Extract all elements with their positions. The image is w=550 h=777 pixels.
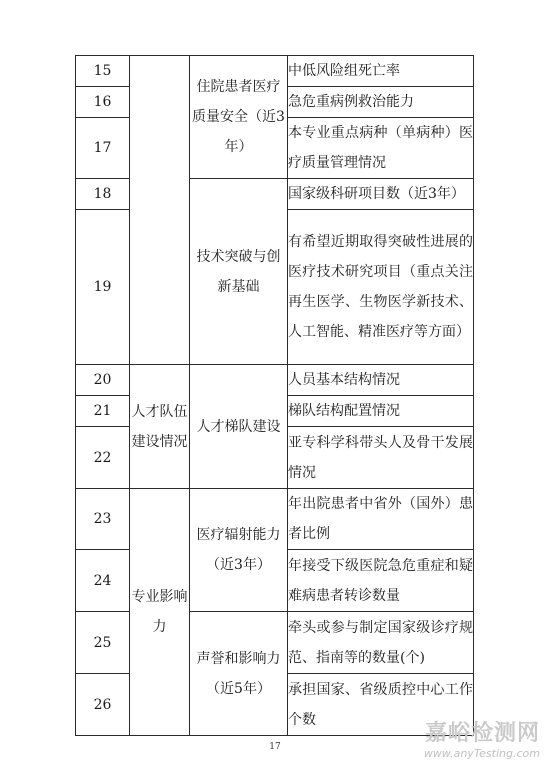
row-number: 18 <box>76 179 130 210</box>
table-row <box>76 365 474 396</box>
indicator-item: 有希望近期取得突破性进展的医疗技术研究项目（重点关注再生医学、生物医学新技术、人工智能、精准医疗等方面） <box>288 210 474 365</box>
subcategory-reputation: 声誉和影响力（近5年） <box>190 612 288 736</box>
indicator-item: 梯队结构配置情况 <box>288 396 474 427</box>
row-number: 21 <box>76 396 130 427</box>
row-number: 15 <box>76 56 130 87</box>
row-number: 23 <box>76 489 130 550</box>
subcategory-talent-echelon: 人才梯队建设 <box>190 365 288 489</box>
row-number: 26 <box>76 674 130 736</box>
table-row <box>76 56 474 87</box>
indicator-item: 中低风险组死亡率 <box>288 56 474 87</box>
category-professional-influence: 专业影响力 <box>130 489 190 736</box>
category-talent-team: 人才队伍建设情况 <box>130 365 190 489</box>
subcategory-tech-breakthrough: 技术突破与创新基础 <box>190 179 288 365</box>
watermark-en: www.anyTesting.com <box>423 747 540 760</box>
category-cell-empty <box>130 56 190 365</box>
indicator-item: 承担国家、省级质控中心工作个数 <box>288 674 474 736</box>
row-number: 17 <box>76 118 130 179</box>
indicator-item: 牵头或参与制定国家级诊疗规范、指南等的数量(个) <box>288 612 474 674</box>
page-number: 17 <box>269 742 281 752</box>
indicator-item: 亚专科学科带头人及骨干发展情况 <box>288 427 474 489</box>
indicator-item: 年出院患者中省外（国外）患者比例 <box>288 489 474 550</box>
indicator-item: 国家级科研项目数（近3年） <box>288 179 474 210</box>
evaluation-indicator-table <box>75 55 474 736</box>
indicator-item: 年接受下级医院急危重症和疑难病患者转诊数量 <box>288 550 474 612</box>
subcategory-radiation: 医疗辐射能力（近3年） <box>190 489 288 612</box>
subcategory-inpatient-quality: 住院患者医疗质量安全（近3年） <box>190 56 288 179</box>
indicator-item: 本专业重点病种（单病种）医疗质量管理情况 <box>288 118 474 179</box>
watermark-cn: 嘉峪检测网 <box>424 721 540 746</box>
row-number: 22 <box>76 427 130 489</box>
indicator-item: 急危重病例救治能力 <box>288 87 474 118</box>
row-number: 25 <box>76 612 130 674</box>
row-number: 19 <box>76 210 130 365</box>
row-number: 16 <box>76 87 130 118</box>
watermark <box>424 723 540 759</box>
table-row <box>76 489 474 550</box>
row-number: 20 <box>76 365 130 396</box>
row-number: 24 <box>76 550 130 612</box>
indicator-item: 人员基本结构情况 <box>288 365 474 396</box>
